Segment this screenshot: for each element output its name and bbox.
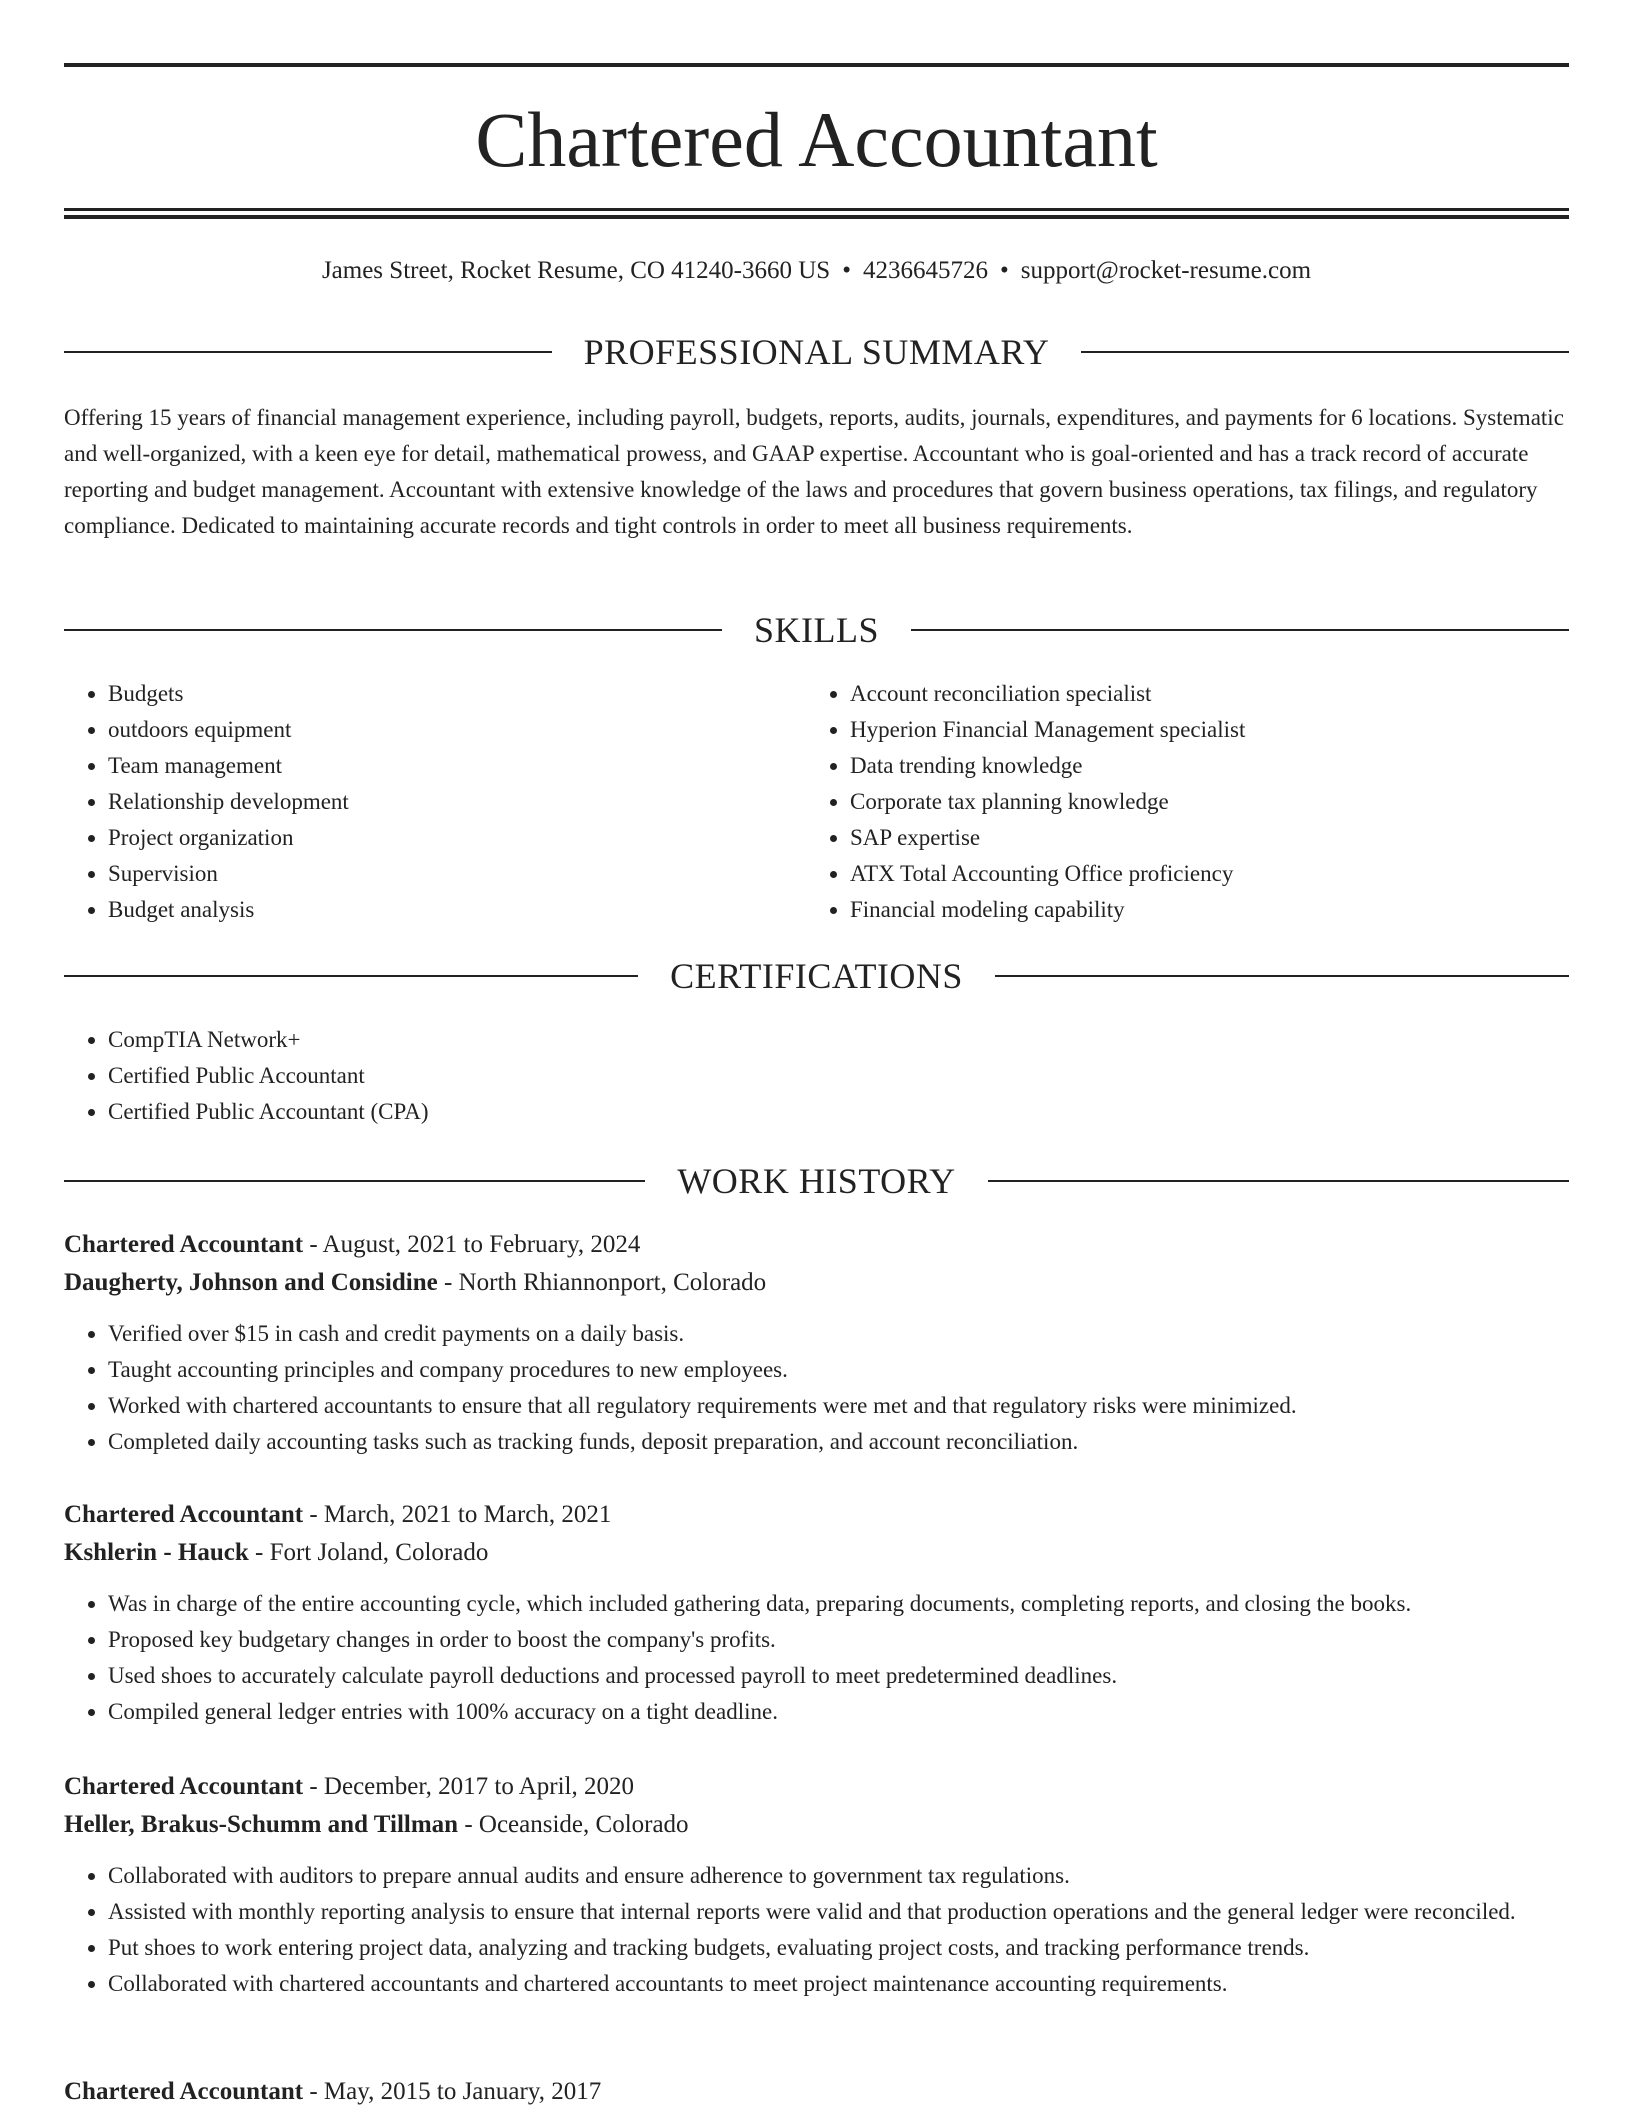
skill-item: • Budget analysis bbox=[108, 892, 764, 928]
job-bullet: • Proposed key budgetary changes in order to boost the company's profits. bbox=[108, 1622, 1569, 1658]
job-bullet: • Completed daily accounting tasks such as tracking funds, deposit preparation, and account reconciliation. bbox=[108, 1424, 1569, 1460]
contact-address: James Street, Rocket Resume, CO 41240-3660 US bbox=[321, 257, 831, 284]
job-location: - North Rhiannonport, Colorado bbox=[437, 1269, 767, 1296]
skill-item: • Financial modeling capability bbox=[850, 892, 1569, 928]
job-dates: - December, 2017 to April, 2020 bbox=[303, 1773, 634, 1800]
job-title-line bbox=[64, 1768, 1569, 1806]
heading-rule bbox=[995, 975, 1569, 977]
section-heading-work-history bbox=[64, 1159, 1569, 1203]
contact-separator: • bbox=[999, 257, 1009, 284]
skill-item: • Relationship development bbox=[108, 784, 764, 820]
certification-item: • Certified Public Accountant (CPA) bbox=[108, 1094, 1569, 1130]
certification-item: • CompTIA Network+ bbox=[108, 1022, 1569, 1058]
skill-item: • Account reconciliation specialist bbox=[850, 676, 1569, 712]
job-title: Chartered Accountant bbox=[64, 1231, 304, 1258]
job-bullet: • Collaborated with chartered accountants and chartered accountants to meet project maintenance accounting requirements. bbox=[108, 1966, 1569, 2002]
job-dates: - May, 2015 to January, 2017 bbox=[303, 2078, 602, 2105]
certifications-list bbox=[64, 1022, 1569, 1130]
heading-rule bbox=[911, 629, 1569, 631]
title-rule-lower bbox=[64, 215, 1569, 219]
heading-rule bbox=[64, 975, 638, 977]
heading-rule bbox=[1081, 351, 1569, 353]
job-entry bbox=[64, 2073, 1569, 2111]
skill-item: • SAP expertise bbox=[850, 820, 1569, 856]
skills-column-right bbox=[806, 676, 1569, 928]
job-title-line bbox=[64, 1226, 1569, 1264]
job-dates: - March, 2021 to March, 2021 bbox=[303, 1501, 612, 1528]
heading-rule bbox=[64, 629, 722, 631]
section-heading-summary bbox=[64, 330, 1569, 374]
skill-item: • outdoors equipment bbox=[108, 712, 764, 748]
certification-item: • Certified Public Accountant bbox=[108, 1058, 1569, 1094]
resume-title: Chartered Accountant bbox=[475, 96, 1158, 183]
skill-item: • Team management bbox=[108, 748, 764, 784]
job-title: Chartered Accountant bbox=[64, 1773, 304, 1800]
job-company-line bbox=[64, 1264, 1569, 1302]
skill-item: • Hyperion Financial Management specialist bbox=[850, 712, 1569, 748]
section-title: PROFESSIONAL SUMMARY bbox=[583, 332, 1050, 372]
title-rule-upper bbox=[64, 208, 1569, 211]
contact-line bbox=[64, 254, 1569, 288]
job-bullets bbox=[64, 1586, 1569, 1730]
job-location: - Fort Joland, Colorado bbox=[248, 1539, 489, 1566]
skills-list bbox=[806, 676, 1569, 928]
top-rule bbox=[64, 63, 1569, 67]
section-heading-skills bbox=[64, 608, 1569, 652]
section-title: CERTIFICATIONS bbox=[670, 956, 963, 996]
skills-list bbox=[64, 676, 764, 928]
job-location: - Oceanside, Colorado bbox=[458, 1811, 689, 1838]
skill-item: • Project organization bbox=[108, 820, 764, 856]
job-bullet: • Compiled general ledger entries with 100% accuracy on a tight deadline. bbox=[108, 1694, 1569, 1730]
job-bullets bbox=[64, 1858, 1569, 2002]
job-company: Kshlerin - Hauck bbox=[64, 1539, 249, 1566]
skill-item: • ATX Total Accounting Office proficiency bbox=[850, 856, 1569, 892]
skills-column-left bbox=[64, 676, 764, 928]
job-entry bbox=[64, 1496, 1569, 1730]
job-bullets bbox=[64, 1316, 1569, 1460]
job-bullet: • Verified over $15 in cash and credit payments on a daily basis. bbox=[108, 1316, 1569, 1352]
job-bullet: • Assisted with monthly reporting analysis to ensure that internal reports were valid and that production operations and the general ledger were reconciled. bbox=[108, 1894, 1569, 1930]
heading-rule bbox=[64, 351, 552, 353]
job-bullet: • Used shoes to accurately calculate payroll deductions and processed payroll to meet predetermined deadlines. bbox=[108, 1658, 1569, 1694]
job-company: Heller, Brakus-Schumm and Tillman bbox=[64, 1811, 459, 1838]
job-bullet: • Taught accounting principles and company procedures to new employees. bbox=[108, 1352, 1569, 1388]
job-entry bbox=[64, 1768, 1569, 2002]
job-bullet: • Collaborated with auditors to prepare annual audits and ensure adherence to government tax regulations. bbox=[108, 1858, 1569, 1894]
job-title: Chartered Accountant bbox=[64, 2078, 304, 2105]
job-title-line bbox=[64, 2073, 1569, 2111]
certifications-list-wrap bbox=[64, 1022, 1569, 1130]
job-company: Daugherty, Johnson and Considine bbox=[64, 1269, 438, 1296]
contact-email: support@rocket-resume.com bbox=[1020, 257, 1312, 284]
section-title: WORK HISTORY bbox=[677, 1161, 956, 1201]
job-title: Chartered Accountant bbox=[64, 1501, 304, 1528]
job-dates: - August, 2021 to February, 2024 bbox=[303, 1231, 641, 1258]
contact-phone: 4236645726 bbox=[862, 257, 988, 284]
skill-item: • Supervision bbox=[108, 856, 764, 892]
job-company-line bbox=[64, 1534, 1569, 1572]
section-heading-certifications bbox=[64, 954, 1569, 998]
job-bullet: • Put shoes to work entering project data, analyzing and tracking budgets, evaluating project costs, and tracking performance trends. bbox=[108, 1930, 1569, 1966]
contact-separator: • bbox=[842, 257, 851, 284]
job-entry bbox=[64, 1226, 1569, 1460]
skill-item: • Budgets bbox=[108, 676, 764, 712]
job-bullet: • Was in charge of the entire accounting cycle, which included gathering data, preparing documents, completing reports, and closing the books. bbox=[108, 1586, 1569, 1622]
job-title-line bbox=[64, 1496, 1569, 1534]
section-title: SKILLS bbox=[754, 610, 880, 650]
job-company-line bbox=[64, 1806, 1569, 1844]
skill-item: • Corporate tax planning knowledge bbox=[850, 784, 1569, 820]
heading-rule bbox=[988, 1180, 1569, 1182]
summary-text: Offering 15 years of financial management experience, including payroll, budgets, reports, audits, journals, expenditures, and payments for 6 locations. Systematic and well-organized, with a keen eye for detail, mathematical prowess, and GAAP expertise. Accountant who is goal-oriented and has a track record of accurate reporting and budget management. Accountant with extensive knowledge of the laws and procedures that govern business operations, tax filings, and regulatory compliance. Dedicated to maintaining accurate records and tight controls in order to meet all business requirements. bbox=[64, 405, 1564, 538]
job-bullet: • Worked with chartered accountants to ensure that all regulatory requirements were met and that regulatory risks were minimized. bbox=[108, 1388, 1569, 1424]
skill-item: • Data trending knowledge bbox=[850, 748, 1569, 784]
heading-rule bbox=[64, 1180, 645, 1182]
